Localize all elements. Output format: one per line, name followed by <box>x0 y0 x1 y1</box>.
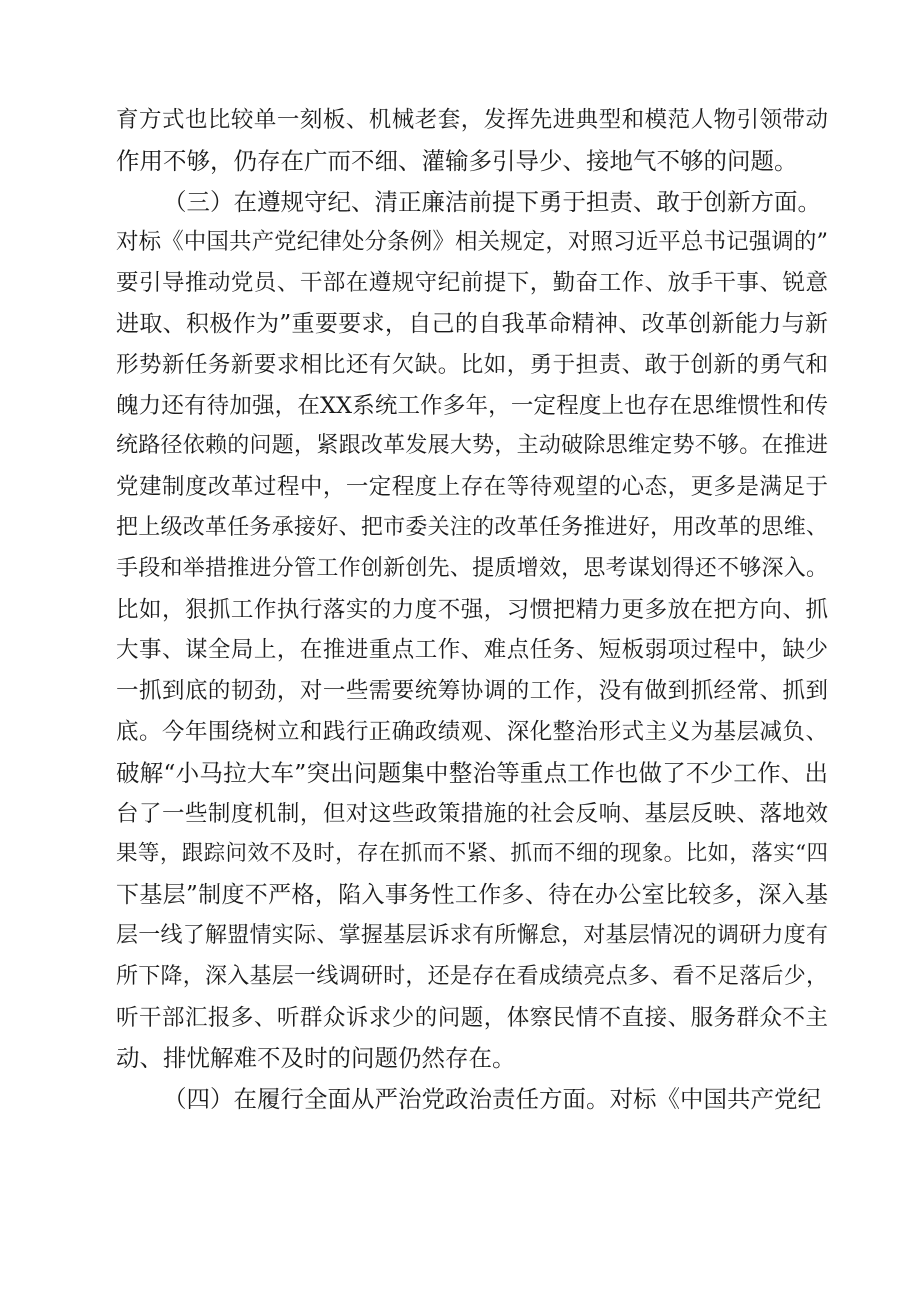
body-line-5: 要引导推动党员、干部在遵规守纪前提下，勤奋工作、放手干事、锐意 <box>116 270 828 297</box>
body-line-14: 大事、谋全局上，在推进重点工作、难点任务、短板弱项过程中，缺少 <box>116 637 828 664</box>
body-line-16: 底。今年围绕树立和践行正确政绩观、深化整治形式主义为基层减负、 <box>116 718 828 745</box>
body-line-6: 进取、积极作为”重要要求，自己的自我革命精神、改革创新能力与新 <box>116 310 828 337</box>
body-line-8: 魄力还有待加强，在XX系统工作多年，一定程度上也存在思维惯性和传 <box>116 392 828 419</box>
body-line-13: 比如，狠抓工作执行落实的力度不强，习惯把精力更多放在把方向、抓 <box>116 596 828 623</box>
body-line-19: 果等，跟踪问效不及时，存在抓而不紧、抓而不细的现象。比如，落实“四 <box>116 841 828 867</box>
body-line-15: 一抓到底的韧劲，对一些需要统筹协调的工作，没有做到抓经常、抓到 <box>116 678 828 705</box>
body-line-20: 下基层”制度不严格，陷入事务性工作多、待在办公室比较多，深入基 <box>116 882 828 909</box>
body-line-9: 统路径依赖的问题，紧跟改革发展大势，主动破除思维定势不够。在推进 <box>116 433 828 459</box>
body-line-24: 动、排忧解难不及时的问题仍然存在。 <box>116 1044 516 1073</box>
body-line-11: 把上级改革任务承接好、把市委关注的改革任务推进好，用改革的思维、 <box>116 514 828 540</box>
document-body <box>116 100 828 1120</box>
body-line-7: 形势新任务新要求相比还有欠缺。比如，勇于担责、敢于创新的勇气和 <box>116 351 828 378</box>
body-line-21: 层一线了解盟情实际、掌握基层诉求有所懈怠，对基层情况的调研力度有 <box>116 922 828 948</box>
section-heading-3: （三）在遵规守纪、清正廉洁前提下勇于担责、敢于创新方面。 <box>163 187 821 216</box>
body-line-4: 对标《中国共产党纪律处分条例》相关规定，对照习近平总书记强调的” <box>116 229 828 256</box>
body-line-10: 党建制度改革过程中，一定程度上存在等待观望的心态，更多是满足于 <box>116 474 828 501</box>
body-line-1: 育方式也比较单一刻板、机械老套，发挥先进典型和模范人物引领带动 <box>116 107 828 133</box>
body-line-17: 破解“小马拉大车”突出问题集中整治等重点工作也做了不少工作、出 <box>116 758 828 787</box>
section-heading-4: （四）在履行全面从严治党政治责任方面。对标《中国共产党纪 <box>163 1085 821 1114</box>
body-line-18: 台了一些制度机制，但对这些政策措施的社会反响、基层反映、落地效 <box>116 800 828 827</box>
body-line-22: 所下降，深入基层一线调研时，还是存在看成绩亮点多、看不足落后少， <box>116 963 828 989</box>
body-line-23: 听干部汇报多、听群众诉求少的问题，体察民情不直接、服务群众不主 <box>116 1004 828 1031</box>
body-line-12: 手段和举措推进分管工作创新创先、提质增效，思考谋划得还不够深入。 <box>116 555 828 581</box>
body-line-2: 作用不够，仍存在广而不细、灌输多引导少、接地气不够的问题。 <box>116 146 798 175</box>
